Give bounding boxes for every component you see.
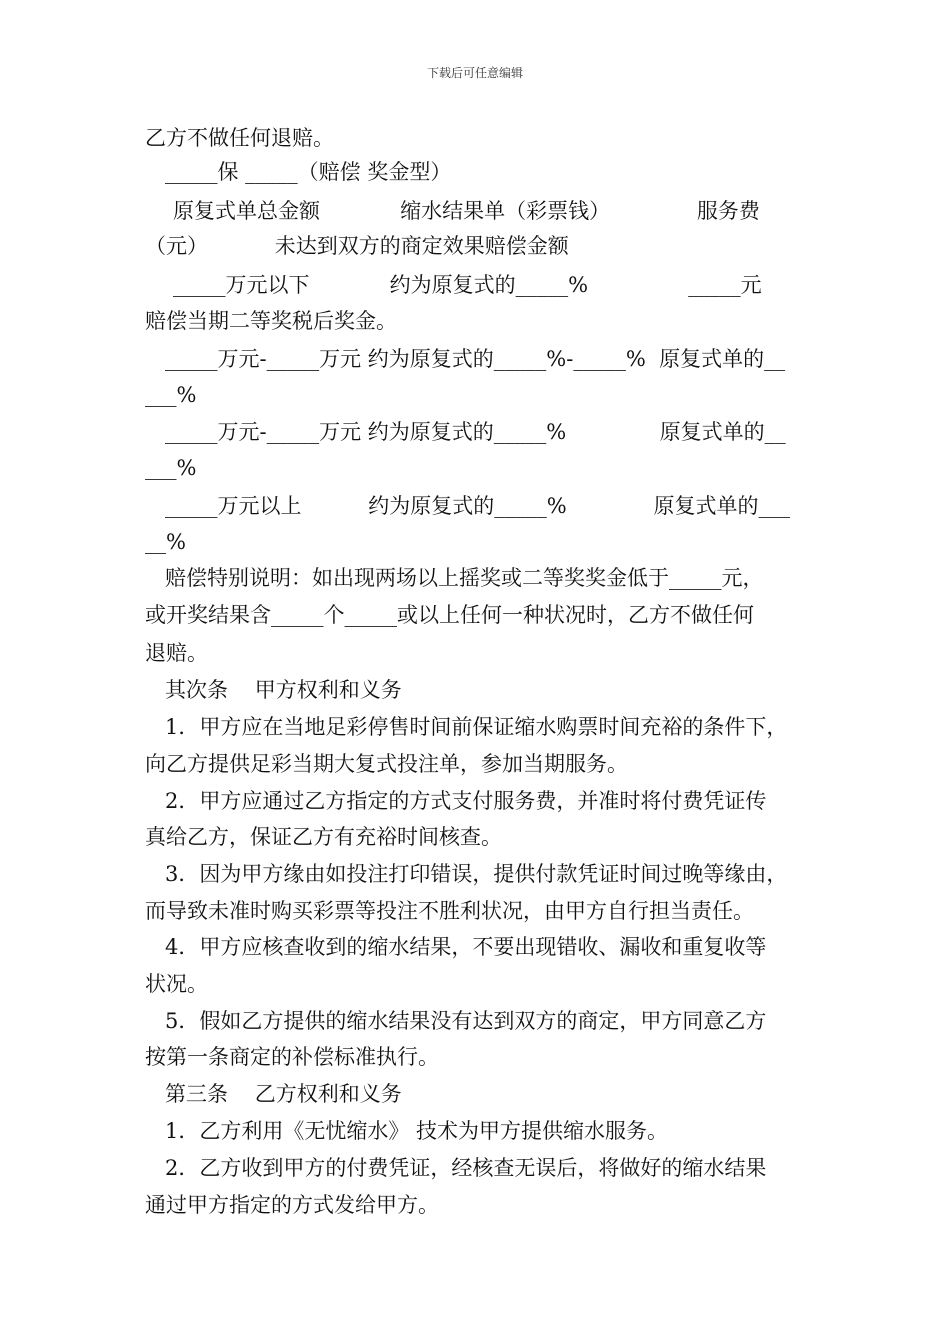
text-line: _____万元以上 约为原复式的_____% 原复式单的___ [165, 494, 790, 518]
section-heading: 第三条 乙方权利和义务 [165, 1082, 402, 1106]
text-line: 或开奖结果含_____个_____或以上任何一种状况时，乙方不做任何 [145, 603, 754, 627]
text-line: 退赔。 [145, 641, 208, 665]
text-line: 2．甲方应通过乙方指定的方式支付服务费，并准时将付费凭证传 [165, 789, 767, 813]
page-header: 下载后可任意编辑 [426, 66, 523, 80]
text-line: ___% [145, 383, 197, 407]
section-heading: 其次条 甲方权利和义务 [165, 678, 402, 702]
text-line: 1．乙方利用《无忧缩水》 技术为甲方提供缩水服务。 [165, 1119, 669, 1143]
text-line: 通过甲方指定的方式发给甲方。 [145, 1193, 439, 1217]
text-line: 乙方不做任何退赔。 [145, 126, 334, 150]
text-line: 而导致未准时购买彩票等投注不胜利状况，由甲方自行担当责任。 [145, 899, 754, 923]
text-line: 赔偿特别说明：如出现两场以上摇奖或二等奖奖金低于_____元， [165, 566, 764, 590]
text-line: 状况。 [145, 972, 208, 996]
text-line: 赔偿当期二等奖税后奖金。 [145, 309, 397, 333]
text-line: 3．因为甲方缘由如投注打印错误，提供付款凭证时间过晚等缘由， [165, 862, 788, 886]
text-line: _____万元-_____万元 约为原复式的_____%-_____% 原复式单的__ [165, 347, 786, 371]
text-line: 4．甲方应核查收到的缩水结果，不要出现错收、漏收和重复收等 [165, 935, 767, 959]
text-line: 按第一条商定的补偿标准执行。 [145, 1045, 439, 1069]
text-line: _____万元以下 约为原复式的_____% _____元 [173, 273, 762, 297]
text-line: _____保 _____（赔偿 奖金型） [165, 160, 452, 184]
text-line: 真给乙方，保证乙方有充裕时间核查。 [145, 825, 502, 849]
text-line: 原复式单总金额 缩水结果单（彩票钱） 服务费 [173, 199, 760, 223]
text-line: 1．甲方应在当地足彩停售时间前保证缩水购票时间充裕的条件下， [165, 715, 788, 739]
text-line: 2．乙方收到甲方的付费凭证，经核查无误后，将做好的缩水结果 [165, 1156, 767, 1180]
text-line: ___% [145, 456, 197, 480]
text-line: _____万元-_____万元 约为原复式的_____% 原复式单的__ [165, 420, 786, 444]
text-line: 5．假如乙方提供的缩水结果没有达到双方的商定，甲方同意乙方 [165, 1009, 767, 1033]
text-line: （元） 未达到双方的商定效果赔偿金额 [145, 234, 569, 258]
text-line: __% [145, 530, 186, 554]
text-line: 向乙方提供足彩当期大复式投注单，参加当期服务。 [145, 752, 628, 776]
